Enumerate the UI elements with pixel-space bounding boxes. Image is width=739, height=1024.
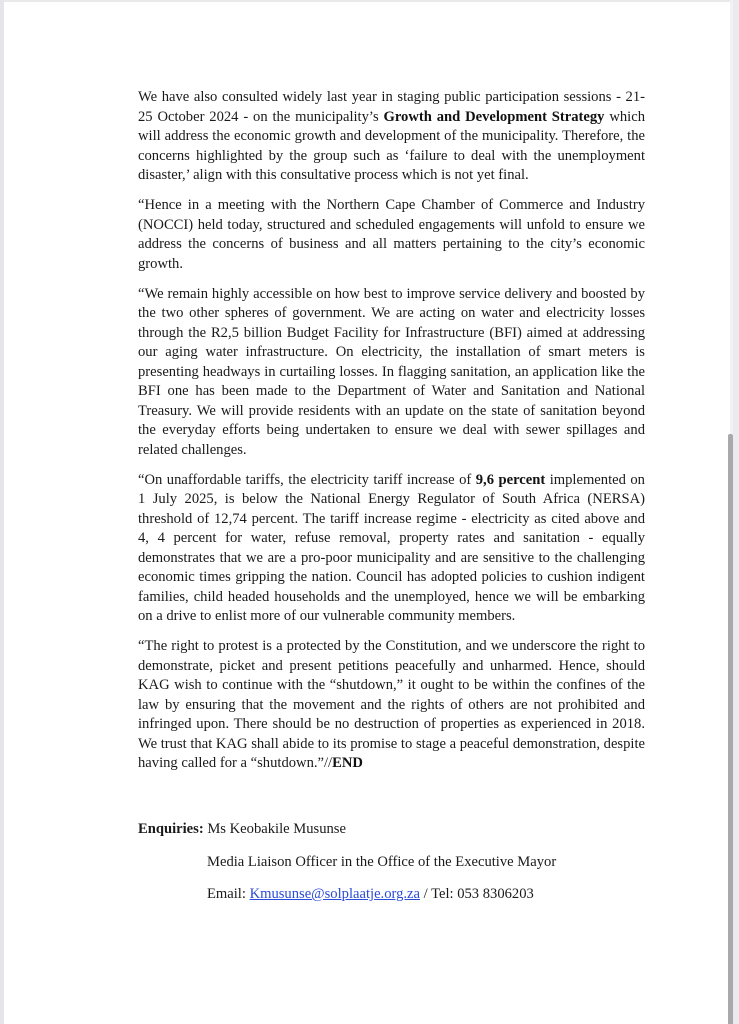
paragraph-gds-consultation — [138, 88, 645, 186]
paragraph-nocci-meeting — [138, 196, 645, 274]
scrollbar-rail — [730, 0, 733, 434]
enquiries-contact-line — [138, 820, 645, 840]
enquiries-label: Enquiries: — [138, 821, 204, 837]
bold-tariff-percent: 9,6 percent — [475, 471, 546, 488]
enquiries-block — [138, 820, 645, 918]
text-segment: “We remain highly accessible on how best to improve service delivery and boosted by the two other spheres of government. We are acting on water and electricity losses through the R2,5 billion Budget Facility for Infrastructure (BFI) aimed at addressing our aging water infrastructure. On electricity, the installation of smart meters is presenting headways in curtailing losses. In flagging sanitation, an application like the BFI one has been made to the Department of Water and Sanitation and National Treasury. We will provide residents with an update on the state of sanitation beyond the everyday efforts being undertaken to ensure we deal with sewer spillages and related challenges. — [138, 285, 645, 458]
contact-title: Media Liaison Officer in the Office of the Executive Mayor — [207, 853, 557, 870]
paragraph-service-delivery — [138, 285, 645, 461]
contact-name: Ms Keobakile Musunse — [203, 821, 346, 837]
document-body — [138, 88, 645, 784]
paragraph-right-to-protest — [138, 637, 645, 774]
contact-email-line — [138, 885, 645, 905]
text-segment: which will address the economic growth and development of the municipality. Therefore, the concerns highlighted by the group such as ‘failure to deal with the unemployment disaster,’ align with this consultative process which is not yet final. — [138, 108, 645, 183]
page-left-edge — [0, 0, 4, 1024]
email-link[interactable]: Kmusunse@solplaatje.org.za — [249, 886, 420, 902]
contact-title-line — [138, 853, 645, 873]
scrollbar-thumb[interactable] — [728, 434, 733, 1024]
email-prefix: Email: — [207, 886, 250, 902]
paragraph-tariffs — [138, 471, 645, 627]
page-top-edge — [0, 0, 739, 2]
bold-strategy-name: Growth and Development Strategy — [383, 108, 605, 125]
bold-end-marker: END — [332, 755, 363, 771]
scrollbar-track — [733, 0, 739, 1024]
text-segment: “The right to protest is a protected by the Constitution, and we underscore the right to demonstrate, picket and present petitions peacefully and unharmed. Hence, should KAG wish to continue with the “shutdown,” it ought to be within the confines of the law by ensuring that the movement and the rights of others are not prohibited and infringed upon. There should be no destruction of properties as experienced in 2018. We trust that KAG shall abide to its promise to stage a peaceful demonstration, despite having called for a “shutdown.”// — [138, 638, 645, 771]
contact-tel: / Tel: 053 8306203 — [419, 886, 534, 902]
text-segment: implemented on 1 July 2025, is below the National Energy Regulator of South Africa (NERSA) threshold of 12,74 percent. The tariff increase regime - electricity as cited above and 4, 4 percent for water, refuse removal, property rates and sanitation - equally demonstrates that we are a pro-poor municipality and are sensitive to the challenging economic times gripping the nation. Council has adopted policies to cushion indigent families, child headed households and the unemployed, hence we will be embarking on a drive to enlist more of our vulnerable community members. — [138, 471, 645, 624]
text-segment: “Hence in a meeting with the Northern Cape Chamber of Commerce and Industry (NOCCI) held today, structured and scheduled engagements will unfold to ensure we address the concerns of business and all matters pertaining to the city’s economic growth. — [138, 197, 645, 272]
text-segment: “On unaffordable tariffs, the electricity tariff increase of — [138, 471, 476, 488]
text-segment: We have also consulted widely last year in staging public participation sessions - 21-25 October 2024 - on the municipality’s — [138, 89, 645, 125]
